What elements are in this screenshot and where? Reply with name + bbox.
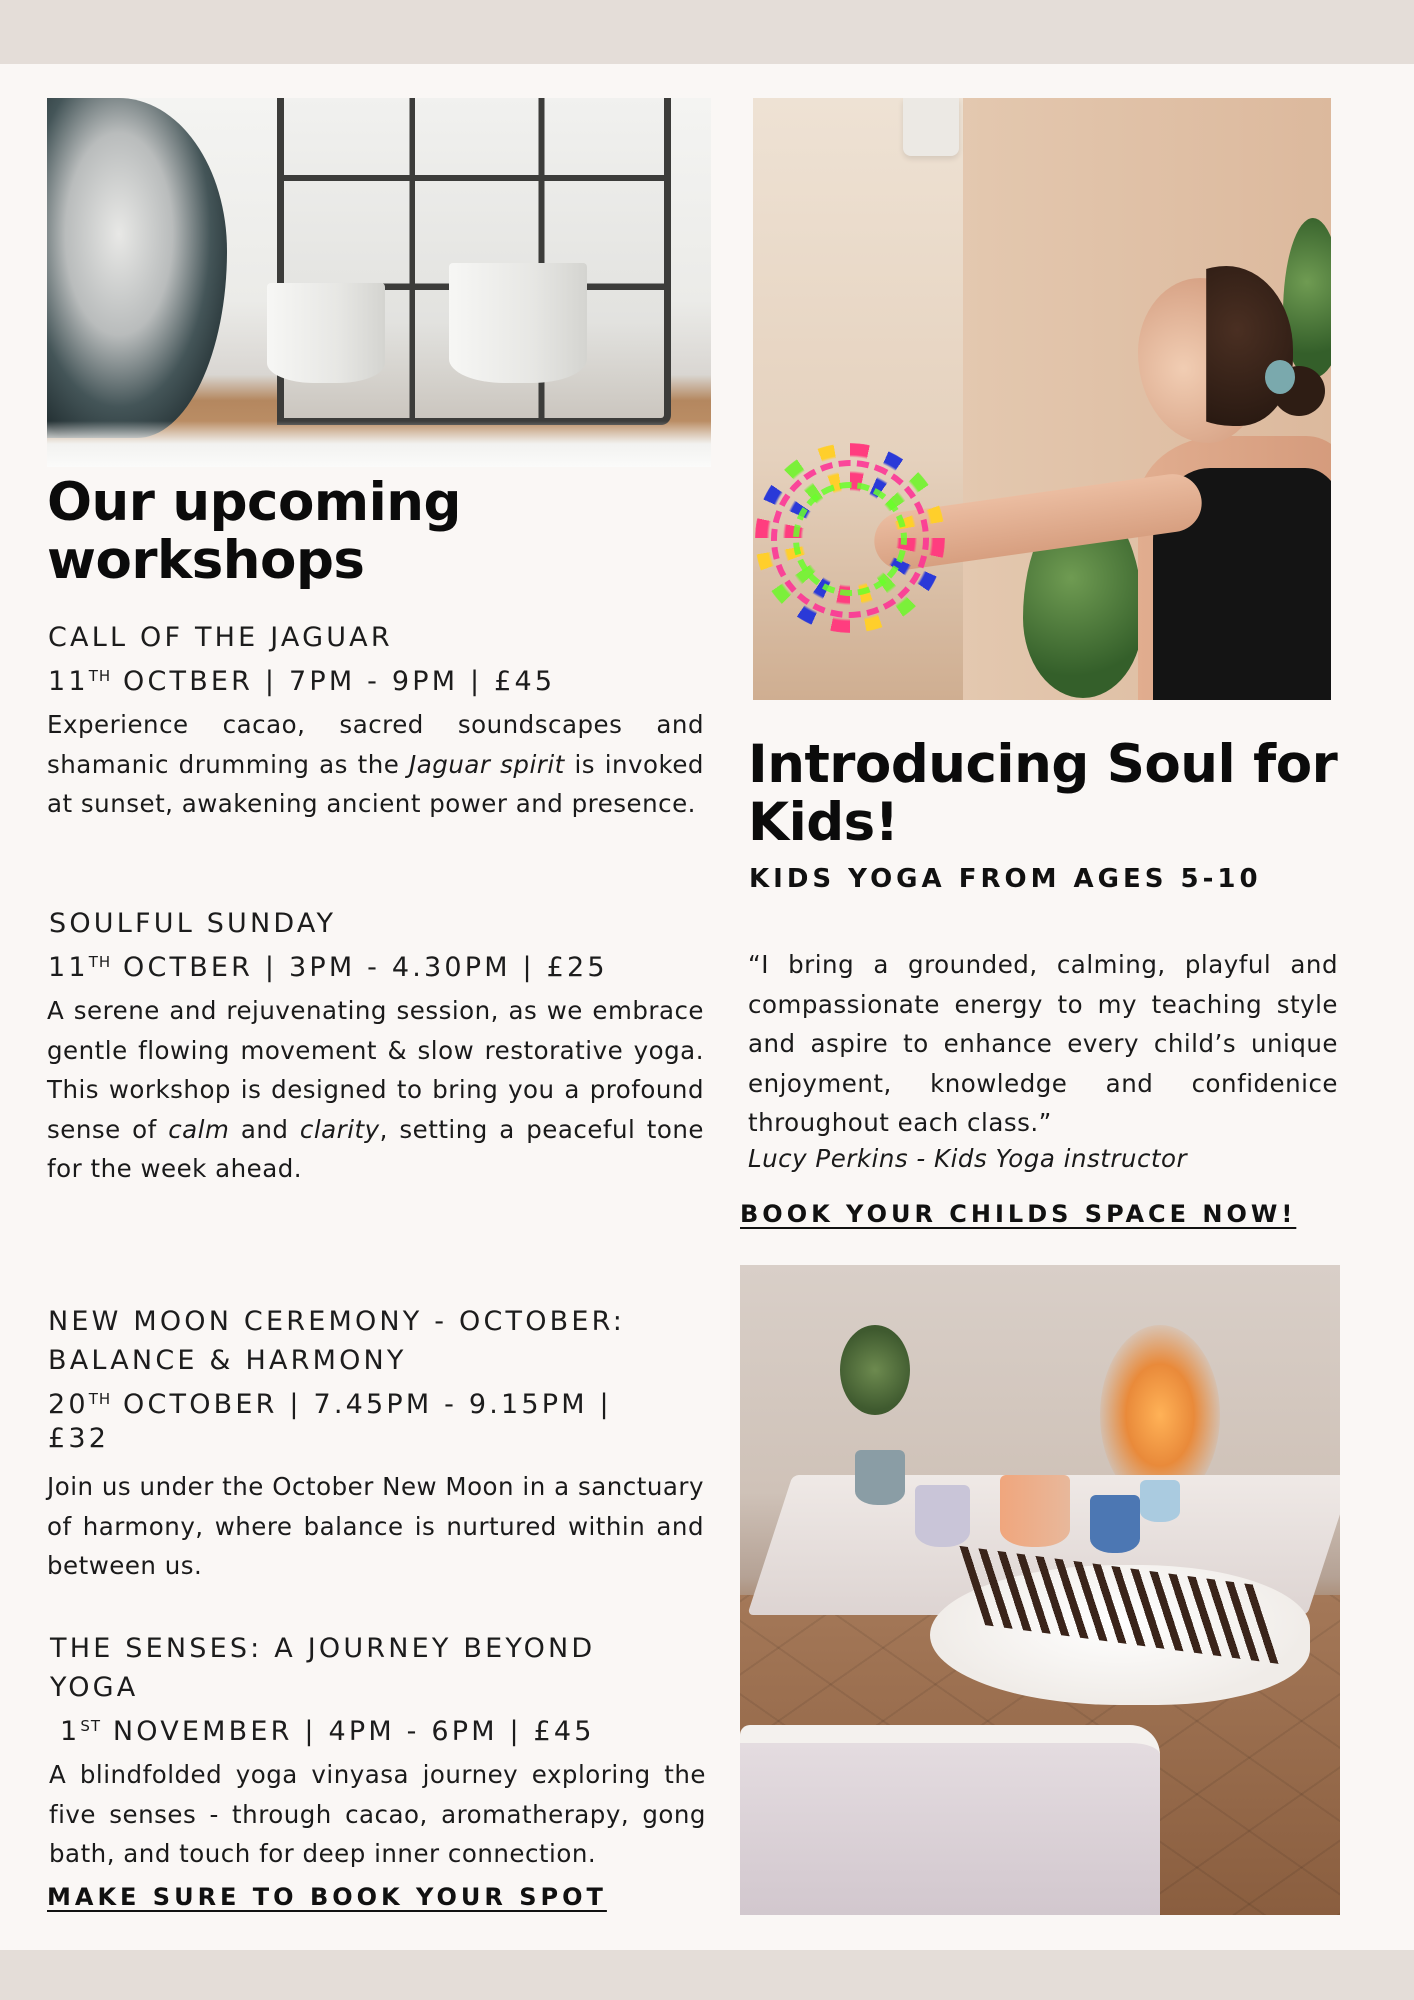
date-details: NOVEMBER | 4PM - 6PM | £45	[101, 1716, 595, 1747]
date-details: OCTOBER | 7.45PM - 9.15PM |	[111, 1389, 612, 1420]
date-details: OCTBER | 3PM - 4.30PM | £25	[111, 952, 608, 983]
book-childs-space-link[interactable]: BOOK YOUR CHILDS SPACE NOW!	[740, 1200, 1297, 1228]
workshops-heading-line2: workshops	[47, 530, 365, 592]
event-title: NEW MOON CEREMONY - OCTOBER:	[48, 1306, 626, 1337]
kids-heading-line1: Introducing Soul for	[748, 734, 1338, 795]
event-title: THE SENSES: A JOURNEY BEYOND	[50, 1633, 596, 1664]
event-title: BALANCE & HARMONY	[48, 1345, 407, 1376]
event-date	[48, 657, 555, 701]
date-details: OCTBER | 7PM - 9PM | £45	[111, 666, 556, 697]
kids-heading-line2: Kids!	[748, 792, 899, 854]
crystal-bowl	[1090, 1495, 1140, 1553]
event-date	[48, 1380, 612, 1424]
desc-text: Experience cacao, sacred soundscapes and shamanic drumming as the	[47, 710, 704, 779]
instructor-with-toy-ball-photo	[753, 98, 1331, 700]
blanket-shape	[740, 1725, 1160, 1915]
rug-shape	[47, 421, 711, 467]
crystal-bowl	[915, 1485, 970, 1547]
desc-emphasis: clarity	[299, 1114, 380, 1144]
workshops-heading-line1: Our upcoming	[47, 472, 461, 533]
date-suffix: TH	[88, 667, 112, 685]
soul-for-kids-heading	[748, 736, 1337, 853]
event-title: CALL OF THE JAGUAR	[48, 622, 393, 653]
workshops-heading	[47, 474, 461, 591]
event-description	[47, 705, 704, 824]
document-page	[0, 64, 1414, 1950]
event-description	[47, 991, 704, 1189]
event-date	[48, 943, 608, 987]
kids-yoga-subheading: KIDS YOGA FROM AGES 5-10	[749, 864, 1262, 894]
sound-bowls-mirror-photo	[47, 98, 711, 467]
event-title: YOGA	[50, 1672, 139, 1703]
crystal-bowl	[449, 263, 587, 383]
crystal-bowl	[1000, 1475, 1070, 1547]
event-description: Join us under the October New Moon in a sanctuary of harmony, where balance is nurtured within and between us.	[47, 1472, 704, 1580]
geode-shape	[47, 98, 227, 438]
desc-emphasis: calm	[168, 1114, 230, 1144]
studio-sound-bath-photo	[740, 1265, 1340, 1915]
quote-attribution: Lucy Perkins - Kids Yoga instructor	[748, 1144, 1188, 1173]
date-suffix: ST	[80, 1717, 102, 1735]
plant-shape	[840, 1325, 910, 1415]
event-date	[60, 1707, 595, 1751]
date-number: 20	[48, 1389, 89, 1420]
date-suffix: TH	[88, 1390, 112, 1408]
scrunchie-shape	[1265, 360, 1295, 394]
date-suffix: TH	[88, 953, 112, 971]
event-description: A blindfolded yoga vinyasa journey exploring the five senses - through cacao, aromatherapy, gong bath, and touch for deep inner connection.	[49, 1760, 706, 1868]
crystal-bowl	[1140, 1480, 1180, 1522]
desc-text: is invoked at sunset, awakening ancient power and presence.	[47, 749, 704, 818]
date-number: 11	[48, 952, 89, 983]
desc-text: and	[229, 1114, 300, 1144]
instructor-quote: “I bring a grounded, calming, playful and compassionate energy to my teaching style and aspire to enhance every child’s unique enjoyment, knowledge and confidenice throughout each class.”	[748, 950, 1338, 1137]
book-spot-link[interactable]: MAKE SURE TO BOOK YOUR SPOT	[47, 1883, 607, 1911]
speaker-shape	[903, 98, 959, 156]
desc-text: A serene and rejuvenating session, as we embrace gentle flowing movement & slow restorative yoga. This workshop is designed to bring you a profound sense of	[47, 996, 704, 1144]
date-number: 11	[48, 666, 89, 697]
desc-text: , setting a peaceful tone for the week ahead.	[47, 1114, 704, 1183]
event-price: £32	[48, 1423, 110, 1454]
crystal-bowl	[855, 1450, 905, 1505]
crystal-bowl	[267, 283, 385, 383]
date-number: 1	[60, 1716, 81, 1747]
desc-emphasis: Jaguar spirit	[409, 749, 565, 779]
event-title: SOULFUL SUNDAY	[49, 908, 337, 939]
